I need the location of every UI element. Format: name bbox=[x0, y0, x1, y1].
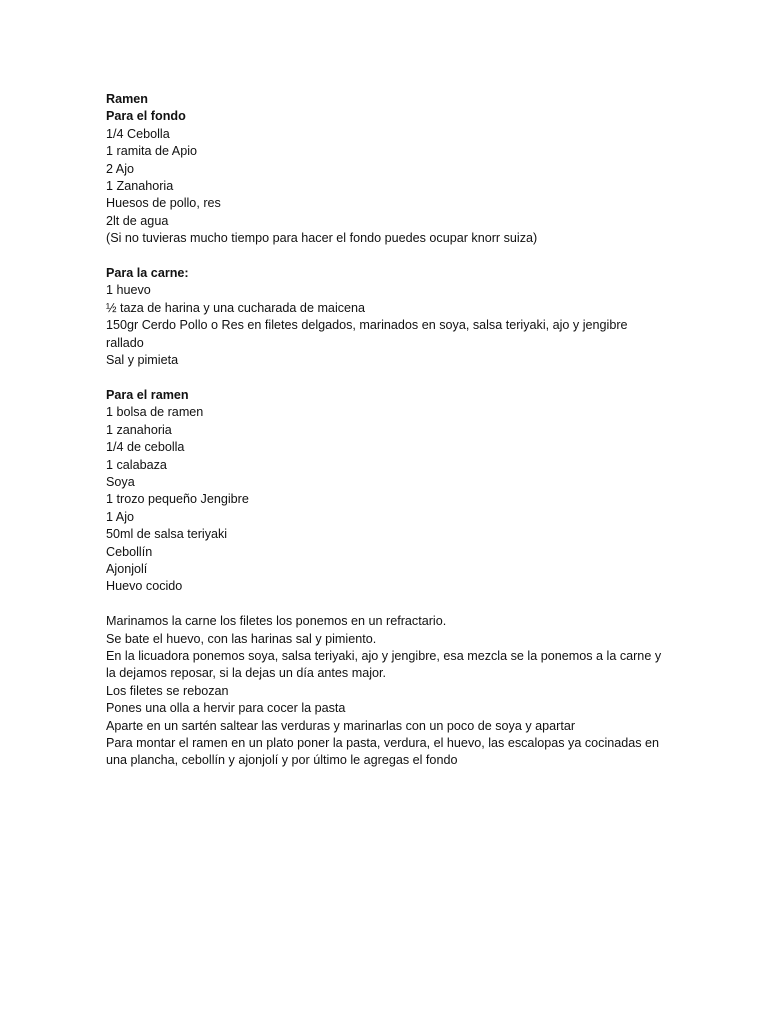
ingredient-item: Cebollín bbox=[106, 544, 153, 559]
blank-line bbox=[106, 369, 666, 386]
section-fondo bbox=[106, 108, 666, 247]
ingredient-item: Sal y pimieta bbox=[106, 353, 179, 368]
ingredient-item: 1 huevo bbox=[106, 283, 151, 298]
ingredient-item: Ajonjolí bbox=[106, 561, 148, 576]
ingredient-item: 2lt de agua bbox=[106, 213, 169, 228]
instruction-step: Para montar el ramen en un plato poner la pasta, verdura, el huevo, las escalopas ya cocinadas en una plancha, cebollín y ajonjolí y por último le agregas el fondo bbox=[106, 735, 663, 768]
ingredient-item: 1 Ajo bbox=[106, 509, 135, 524]
ingredient-note: (Si no tuvieras mucho tiempo para hacer el fondo puedes ocupar knorr suiza) bbox=[106, 231, 538, 246]
section-heading-fondo: Para el fondo bbox=[106, 109, 186, 124]
ingredient-item: Soya bbox=[106, 474, 135, 489]
ingredient-item: 1 bolsa de ramen bbox=[106, 405, 204, 420]
ingredient-item: 1 ramita de Apio bbox=[106, 144, 198, 159]
ingredient-item: 2 Ajo bbox=[106, 161, 135, 176]
ingredient-item: 1/4 de cebolla bbox=[106, 440, 185, 455]
ingredient-item: ½ taza de harina y una cucharada de maicena bbox=[106, 300, 366, 315]
recipe-body bbox=[106, 91, 666, 770]
section-carne bbox=[106, 265, 666, 369]
section-ramen bbox=[106, 387, 666, 596]
blank-line bbox=[106, 248, 666, 265]
instruction-step: Se bate el huevo, con las harinas sal y pimiento. bbox=[106, 631, 377, 646]
ingredient-item: Huesos de pollo, res bbox=[106, 196, 221, 211]
section-heading-carne: Para la carne: bbox=[106, 266, 189, 281]
instruction-step: Aparte en un sartén saltear las verduras y marinarlas con un poco de soya y apartar bbox=[106, 718, 576, 733]
ingredient-item: 1 zanahoria bbox=[106, 422, 172, 437]
instruction-step: Pones una olla a hervir para cocer la pasta bbox=[106, 701, 346, 716]
ingredient-item: 50ml de salsa teriyaki bbox=[106, 527, 228, 542]
instruction-step: Los filetes se rebozan bbox=[106, 683, 229, 698]
ingredient-item: 1 trozo pequeño Jengibre bbox=[106, 492, 249, 507]
instruction-step: Marinamos la carne los filetes los ponemos en un refractario. bbox=[106, 614, 447, 629]
section-instructions bbox=[106, 613, 666, 770]
ingredient-item: 1 Zanahoria bbox=[106, 179, 174, 194]
ingredient-item: 150gr Cerdo Pollo o Res en filetes delgados, marinados en soya, salsa teriyaki, ajo y jengibre rallado bbox=[106, 318, 632, 350]
recipe-title: Ramen bbox=[106, 92, 148, 106]
section-heading-ramen: Para el ramen bbox=[106, 387, 189, 402]
blank-line bbox=[106, 596, 666, 613]
ingredient-item: 1/4 Cebolla bbox=[106, 126, 170, 141]
ingredient-item: 1 calabaza bbox=[106, 457, 167, 472]
ingredient-item: Huevo cocido bbox=[106, 579, 183, 594]
instruction-step: En la licuadora ponemos soya, salsa teriyaki, ajo y jengibre, esa mezcla se la ponemos a la carne y la dejamos reposar, si la dejas un día antes major. bbox=[106, 648, 665, 681]
